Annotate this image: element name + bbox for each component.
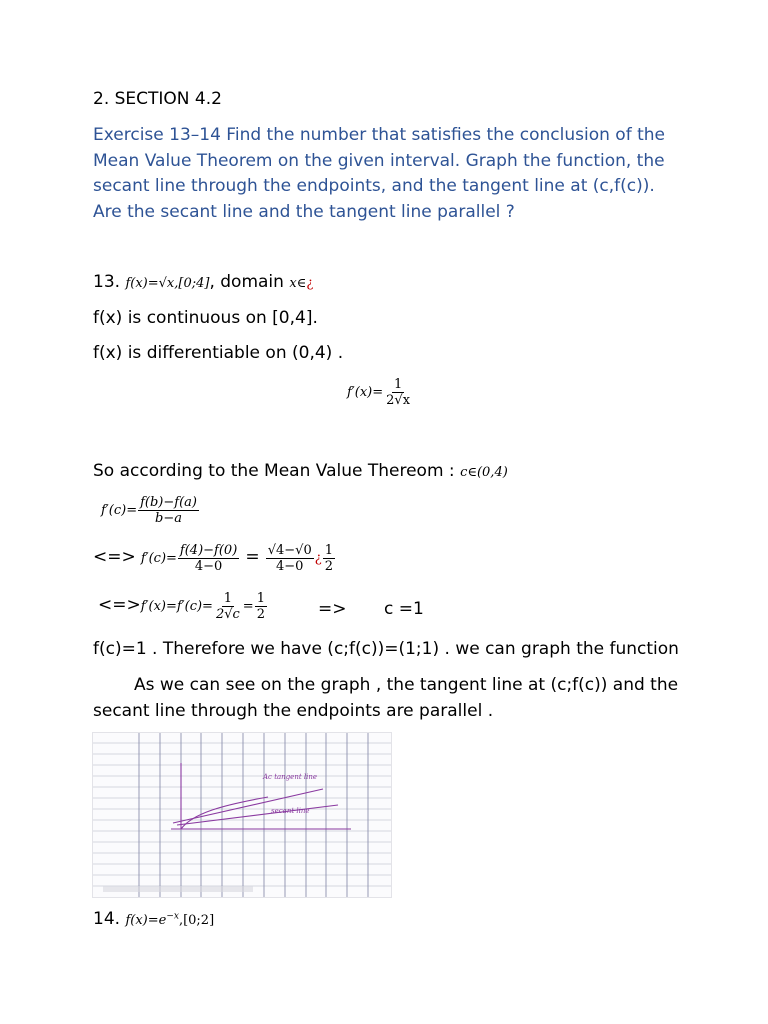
differentiability-statement: f(x) is differentiable on (0,4) .	[93, 343, 344, 363]
problem-14-exponent: −x	[166, 911, 179, 922]
problem-13-line	[93, 272, 313, 292]
problem-14-interval: ,[0;2]	[178, 913, 215, 928]
conclusion-line: f(c)=1 . Therefore we have (c;f(c))=(1;1) . we can graph the function	[93, 639, 679, 659]
step-1-denominator-2: 4−0	[276, 559, 304, 574]
curve-sqrt	[181, 797, 268, 829]
exercise-instructions: Exercise 13–14 Find the number that satisfies the conclusion of the Mean Value Theorem on the given interval. Graph the function, the secant line through the endpoints, and the tangent line at (c,f(c)). Are the secant line and the tangent line parallel ?	[93, 125, 665, 222]
step-2-denominator: 2√c	[215, 607, 240, 622]
step-1-lhs: f′(c)=	[140, 551, 177, 566]
step-1-numerator: f(4)−f(0)	[179, 543, 238, 558]
step-1-numerator-2: √4−√0	[267, 543, 312, 558]
mvt-denominator: b−a	[155, 511, 183, 526]
step-1-glyph: ¿	[314, 551, 322, 566]
mvt-lhs: f′(c)=	[101, 503, 138, 518]
graph-comment-line-2: secant line through the endpoints are parallel .	[93, 701, 494, 721]
mvt-interval: c∈(0,4)	[460, 465, 508, 480]
domain-math: x∈	[289, 276, 307, 291]
step-2-formula	[98, 591, 268, 622]
step-2-equals: =	[242, 599, 254, 614]
mvt-text: So according to the Mean Value Thereom :	[93, 461, 455, 481]
problem-13-number: 13.	[93, 272, 121, 292]
derivative-denominator: 2√x	[386, 393, 411, 408]
graph-comment-line-1: As we can see on the graph , the tangent line at (c;f(c)) and the	[134, 675, 679, 695]
step-1-denominator: 4−0	[194, 559, 223, 574]
mvt-line	[93, 461, 508, 481]
step-1-denominator-3: 2	[324, 559, 333, 574]
step-2-result: c =1	[384, 599, 424, 619]
step-2-lhs: f′(x)=f′(c)=	[140, 599, 213, 614]
step-2-numerator-2: 1	[256, 591, 265, 606]
section-heading: 2. SECTION 4.2	[93, 89, 222, 109]
scanner-watermark	[103, 886, 253, 892]
derivative-lhs: f′(x)=	[347, 385, 384, 400]
mvt-formula	[101, 495, 200, 526]
mvt-numerator: f(b)−f(a)	[140, 495, 197, 510]
tangent-line	[173, 789, 323, 823]
grid-horizontal-lines	[93, 743, 391, 886]
domain-text: , domain	[209, 272, 284, 292]
step-1-prefix: <=>	[93, 547, 136, 567]
problem-14-number: 14.	[93, 909, 121, 929]
tangent-annotation: Ac tangent line	[263, 773, 317, 781]
graph-photo	[92, 732, 392, 898]
derivative-formula	[347, 377, 413, 408]
problem-13-function: f(x)=√x,[0;4]	[125, 276, 210, 291]
secant-annotation: secant line	[271, 807, 310, 815]
problem-14-line	[93, 909, 214, 929]
continuity-statement: f(x) is continuous on [0,4].	[93, 308, 318, 328]
step-1-formula	[93, 543, 336, 574]
step-2-denominator-2: 2	[256, 607, 265, 622]
derivative-numerator: 1	[393, 377, 403, 392]
step-1-equals: =	[245, 547, 260, 567]
domain-glyph: ¿	[306, 276, 314, 291]
handwritten-graph	[171, 763, 351, 829]
graph-paper-drawing	[93, 733, 391, 897]
step-2-arrow: =>	[318, 599, 347, 619]
problem-14-function: f(x)=e	[125, 913, 167, 928]
step-2-prefix: <=>	[98, 595, 141, 615]
step-2-numerator: 1	[223, 591, 233, 606]
step-1-numerator-3: 1	[324, 543, 333, 558]
